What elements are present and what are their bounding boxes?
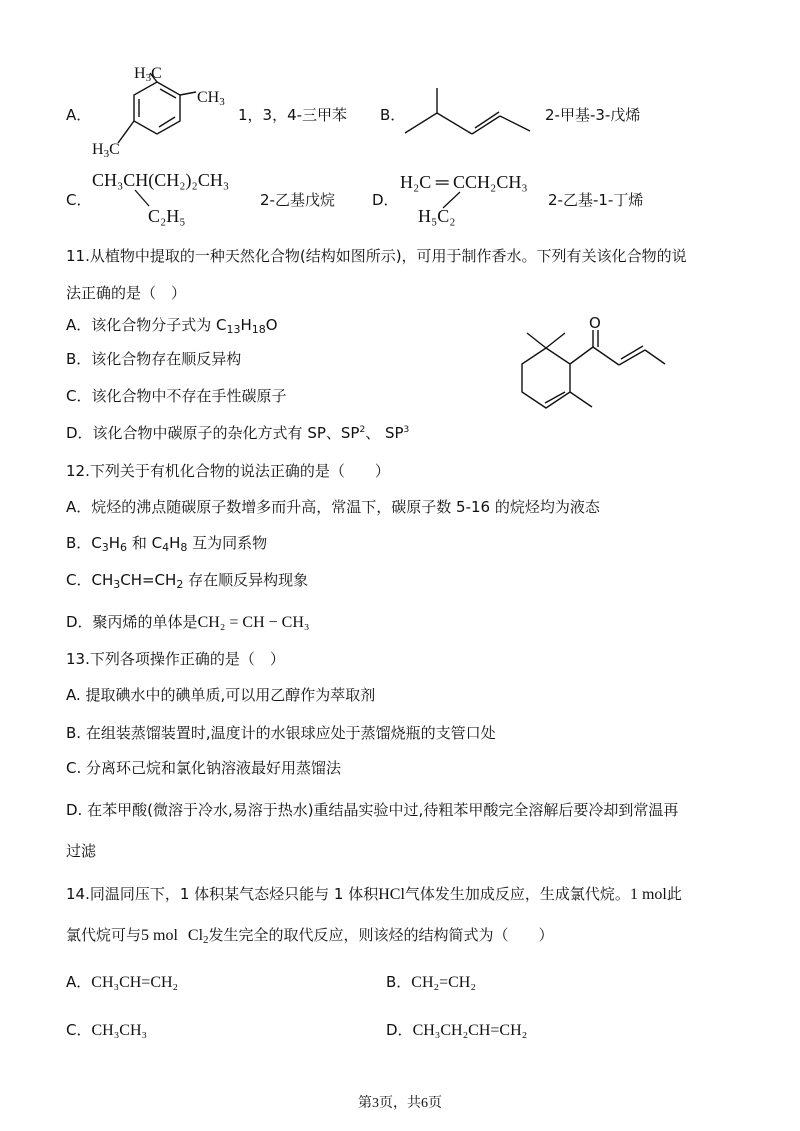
q10-option-b-label: B．	[380, 106, 406, 124]
q10-option-d-formula: H₂C ═ CCH₂CH₃	[400, 172, 528, 192]
q13-option-d-line1: D. 在苯甲酸(微溶于冷水,易溶于热水)重结晶实验中过,待粗苯甲酸完全溶解后要冷却到常温再	[66, 801, 679, 819]
q12-stem: 12.下列关于有机化合物的说法正确的是（ ）	[66, 462, 390, 480]
q11-option-c: C．该化合物中不存在手性碳原子	[66, 387, 287, 405]
q12-option-d: D．聚丙烯的单体是CH₂ = CH − CH₃	[66, 613, 310, 631]
q14-option-b: B．CH₂=CH₂	[386, 973, 476, 991]
q10-option-a-name: 1，3，4-三甲苯	[238, 106, 348, 124]
q10-option-d-ethyl: H₅C₂	[418, 206, 456, 226]
q14-option-c: C．CH₃CH₃	[66, 1021, 148, 1039]
q13-option-b: B. 在组装蒸馏装置时,温度计的水银球应处于蒸馏烧瓶的支管口处	[66, 724, 496, 742]
q14-option-a: A．CH₃CH=CH₂	[66, 973, 179, 991]
q10-option-d-label: D．	[372, 191, 399, 209]
q13-option-d-line2: 过滤	[66, 842, 97, 860]
h3c-top-label: $H_3C$	[134, 65, 162, 84]
q12-option-a: A．烷烃的沸点随碳原子数增多而升高，常温下，碳原子数 5-16 的烷烃均为液态	[66, 498, 600, 516]
q11-option-d: D．该化合物中碳原子的杂化方式有 SP、$SP^2$、 $SP^3$	[66, 424, 410, 442]
q13-stem: 13.下列各项操作正确的是（ ）	[66, 650, 285, 668]
q10-option-d-name: 2-乙基-1-丁烯	[548, 191, 644, 209]
q10-option-b-name: 2-甲基-3-戊烯	[545, 106, 641, 124]
h3c-bottom-label: $H_3C$	[92, 141, 120, 160]
q10-option-c-ethyl: C₂H₅	[148, 206, 186, 226]
q11-option-b: B．该化合物存在顺反异构	[66, 350, 242, 368]
q12-option-b: B．$C_3H_6$ 和 $C_4H_8$ 互为同系物	[66, 534, 268, 554]
ch3-right-label: $CH_3$	[197, 89, 225, 108]
q11-stem-line1: 11.从植物中提取的一种天然化合物(结构如图所示)，可用于制作香水。下列有关该化合物的说	[66, 247, 687, 265]
carbonyl-oxygen-label: O	[589, 314, 601, 332]
q12-option-c: C．$CH_3CH=CH_2$ 存在顺反异构现象	[66, 571, 309, 591]
q10-option-c-formula: CH₃CH(CH₂)₂CH₃	[92, 170, 230, 190]
q10-option-c-label: C．	[66, 191, 92, 209]
q11-stem-line2: 法正确的是（ ）	[66, 284, 187, 302]
q11-option-a: A．该化合物分子式为 $C_{13}H_{18}O$	[66, 316, 278, 336]
q10-option-c-name: 2-乙基戊烷	[260, 191, 335, 209]
page-footer: 第3页，共6页	[358, 1096, 442, 1111]
q10-option-a-label: A．	[66, 106, 92, 124]
q14-stem-line2: 氯代烷可与5 mol $Cl_2$发生完全的取代反应，则该烃的结构简式为（ ）	[66, 926, 554, 946]
q13-option-a: A. 提取碘水中的碘单质,可以用乙醇作为萃取剂	[66, 686, 376, 704]
q14-option-d: D．CH₃CH₂CH=CH₂	[386, 1021, 528, 1039]
q13-option-c: C. 分离环己烷和氯化钠溶液最好用蒸馏法	[66, 759, 342, 777]
q14-stem-line1: 14.同温同压下，1 体积某气态烃只能与 1 体积HCl气体发生加成反应，生成氯代烷。1 mol此	[66, 885, 682, 903]
